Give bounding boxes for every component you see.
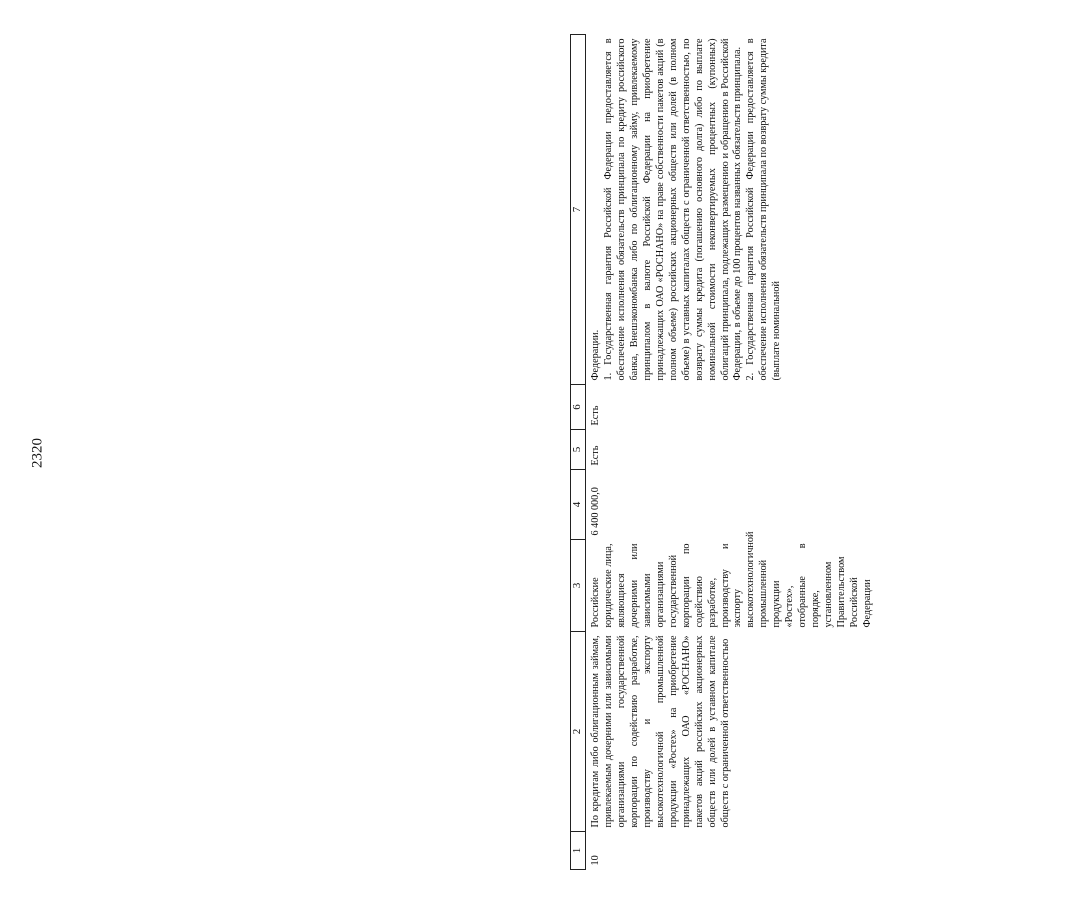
header-col-2: 2 <box>571 632 586 832</box>
col6-value: Есть <box>589 405 601 426</box>
header-row <box>571 35 586 870</box>
table-row <box>585 35 874 870</box>
guarantee-purpose: По кредитам либо облигационным займам, привлекаемым дочерними или зависимыми организациями государственной корпорации по содействию разработке, производству и экспорту высокотехнологичной промышленной продукции «Ростех» на приобретение принадлежащих ОАО «РОСНАНО» пакетов акций российских акционерных обществ или долей в уставном капитале обществ с ограниченной ответственностью <box>589 635 731 828</box>
conditions-lead: Федерации. <box>589 329 601 381</box>
header-col-5: 5 <box>571 430 586 470</box>
col5-value: Есть <box>589 445 601 466</box>
header-col-1: 1 <box>571 832 586 870</box>
conditions-item-2: 2. Государственная гарантия Российской Федерации предоставляется в обеспечение исполнения обязательств принципала по возврату суммы кредита (выплате номинальной <box>745 38 783 381</box>
conditions-item-1: 1. Государственная гарантия Российской Федерации предоставляется в обеспечение исполнения обязательств принципала по кредиту российского банка, Внешэкономбанка либо по облигационному займу, привлекаемому принципалом в валюте Российской Федерации на приобретение принадлежащих ОАО «РОСНАНО» на праве собственности пакетов акций (в полном объеме) российских акционерных обществ или долей (в полном объеме) в уставных капиталах обществ с ограниченной ответственностью, по возврату суммы кредита (погашению основного долга) либо по выплате номинальной стоимости неконвертируемых процентных (купонных) облигаций принципала, подлежащих размещению и обращению в Российской Федерации, в объеме до 100 процентов названных обязательств принципала. <box>602 38 744 381</box>
principal-description: Российские юридические лица, являющиеся дочерними или зависимыми организациями государственной корпорации по содействию разработке, производству и экспорту высокотехнологичной промышленной продукции «Ростех», отобранные в порядке, установленном Правительством Российской Федерации <box>589 531 873 628</box>
page-number: 2320 <box>29 438 46 468</box>
conditions-cell <box>585 35 874 385</box>
header-col-6: 6 <box>571 385 586 430</box>
rotated-table-container <box>570 35 1080 870</box>
guarantee-table <box>570 34 875 870</box>
row-number: 10 <box>589 855 601 866</box>
header-col-4: 4 <box>571 470 586 540</box>
header-col-3: 3 <box>571 540 586 632</box>
header-col-7: 7 <box>571 35 586 385</box>
guarantee-amount: 6 400 000,0 <box>589 487 601 536</box>
